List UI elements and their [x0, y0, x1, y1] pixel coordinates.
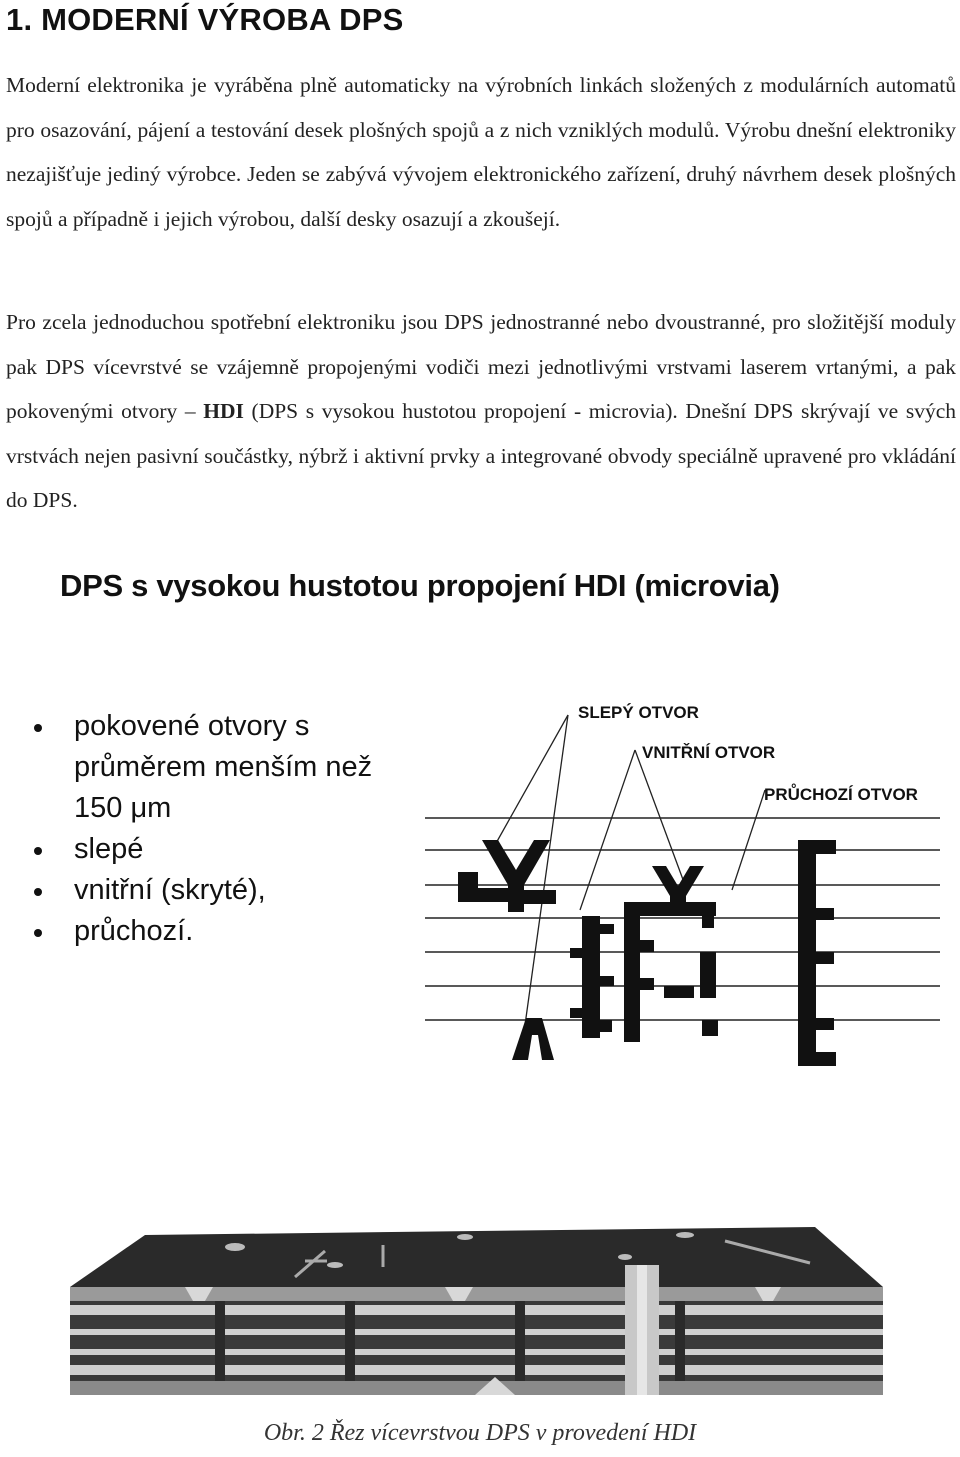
figure-title: DPS s vysokou hustotou propojení HDI (microvia) — [60, 568, 780, 603]
inner-via-label: VNITŘNÍ OTVOR — [642, 743, 776, 762]
blind-via-top — [458, 840, 556, 912]
via-diagram — [420, 690, 960, 1090]
list-item: vnitřní (skryté), — [30, 870, 414, 911]
pcb-cross-section-image — [65, 1205, 895, 1405]
list-item: pokovené otvory s průměrem menším než 150 μm — [30, 706, 414, 829]
list-item: průchozí. — [30, 911, 414, 952]
section-heading: 1. MODERNÍ VÝROBA DPS — [6, 2, 404, 37]
hdi-paragraph-text-end: (DPS s vysokou hustotou propojení - microvia). Dnešní DPS skrývají ve svých vrstvách nejen pasivní součástky, nýbrž i aktivní prvky a integrované obvody speciálně upravené pro vkládání do DPS. — [6, 399, 956, 512]
through-via-label: PRŮCHOZÍ OTVOR — [764, 785, 918, 804]
hdi-paragraph — [6, 300, 956, 523]
blind-via-label: SLEPÝ OTVOR — [578, 703, 699, 722]
inner-via-center — [624, 866, 718, 1042]
intro-paragraph: Moderní elektronika je vyráběna plně automaticky na výrobních linkách složených z modulárních automatů pro osazování, pájení a testování desek plošných spojů a z nich vzniklých modulů. Výrobu dnešní elektroniky nezajišťuje jediný výrobce. Jeden se zabývá vývojem elektronického zařízení, druhý návrhem desek plošných spojů a případně i jejich výrobou, další desky osazují a zkoušejí. — [6, 73, 956, 231]
hdi-paragraph-text-start: Pro zcela jednoduchou spotřební elektroniku jsou DPS jednostranné nebo dvoustranné, pro složitější moduly pak DPS vícevrstvé se vzájemně propojenými vodiči mezi jednotlivými vrstvami laserem vrtanými, a pak pokovenými otvory – — [6, 310, 956, 423]
via-types-list — [30, 706, 414, 952]
list-item: slepé — [30, 829, 414, 870]
blind-via-bottom — [512, 1018, 554, 1060]
hdi-term: HDI — [203, 399, 244, 423]
figure-caption: Obr. 2 Řez vícevrstvou DPS v provedení HDI — [263, 1420, 697, 1446]
through-via — [798, 840, 836, 1066]
